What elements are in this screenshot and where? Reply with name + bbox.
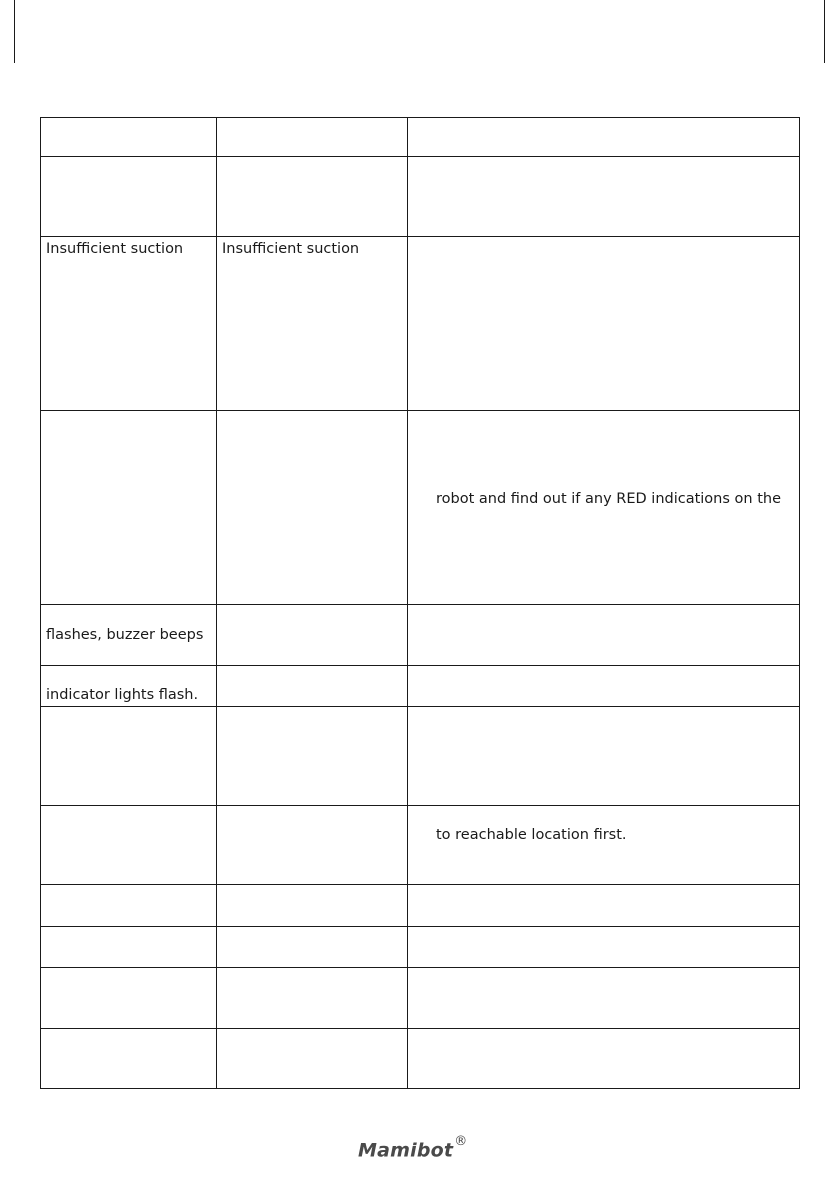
solution-text: robot and find out if any RED indications on the (436, 491, 781, 507)
table-cell (41, 968, 217, 1029)
table-cell (408, 666, 800, 707)
table-cell (217, 806, 408, 885)
logo-text: Mamibot (358, 1139, 454, 1162)
table-row (41, 806, 800, 885)
table-row (41, 605, 800, 666)
table-cell (41, 118, 217, 157)
table-cell (217, 157, 408, 237)
symptom-text: Insufficient suction (46, 241, 184, 257)
table-cell (408, 707, 800, 806)
table-cell (217, 927, 408, 968)
table-cell (408, 411, 800, 605)
table-cell (217, 666, 408, 707)
brand-logo (358, 1134, 468, 1162)
troubleshooting-table (40, 117, 800, 1089)
table-cell (41, 806, 217, 885)
table-cell (408, 927, 800, 968)
table-cell (41, 237, 217, 411)
table-row (41, 968, 800, 1029)
registered-mark: ® (454, 1134, 468, 1149)
table-cell (408, 118, 800, 157)
table-cell (217, 118, 408, 157)
table-cell (408, 1029, 800, 1089)
table-cell (217, 1029, 408, 1089)
table-cell (408, 885, 800, 927)
table-row (41, 666, 800, 707)
table-cell (41, 885, 217, 927)
symptom-text: indicator lights flash. (46, 687, 199, 703)
symptom-text: flashes, buzzer beeps (46, 627, 204, 643)
table-cell (217, 707, 408, 806)
table-cell (217, 605, 408, 666)
table-cell (217, 968, 408, 1029)
table-cell (41, 927, 217, 968)
table-row (41, 118, 800, 157)
table-row (41, 411, 800, 605)
table-row (41, 927, 800, 968)
table-cell (217, 411, 408, 605)
table-row (41, 707, 800, 806)
table-cell (408, 605, 800, 666)
solution-text: to reachable location first. (436, 827, 627, 843)
table-cell (41, 1029, 217, 1089)
table-cell (217, 885, 408, 927)
crop-mark-left (14, 0, 15, 63)
table-row (41, 885, 800, 927)
table-cell (408, 157, 800, 237)
table-cell (41, 707, 217, 806)
table-cell (408, 237, 800, 411)
table-cell (41, 157, 217, 237)
table-cell (41, 411, 217, 605)
table-cell (408, 968, 800, 1029)
table-row (41, 157, 800, 237)
table-cell (408, 806, 800, 885)
table-cell (41, 666, 217, 707)
crop-mark-right (824, 0, 825, 63)
table-cell (217, 237, 408, 411)
cause-text: Insufficient suction (222, 241, 360, 257)
page-crop-marks (14, 0, 825, 1)
table-row (41, 1029, 800, 1089)
table-row (41, 237, 800, 411)
table-cell (41, 605, 217, 666)
